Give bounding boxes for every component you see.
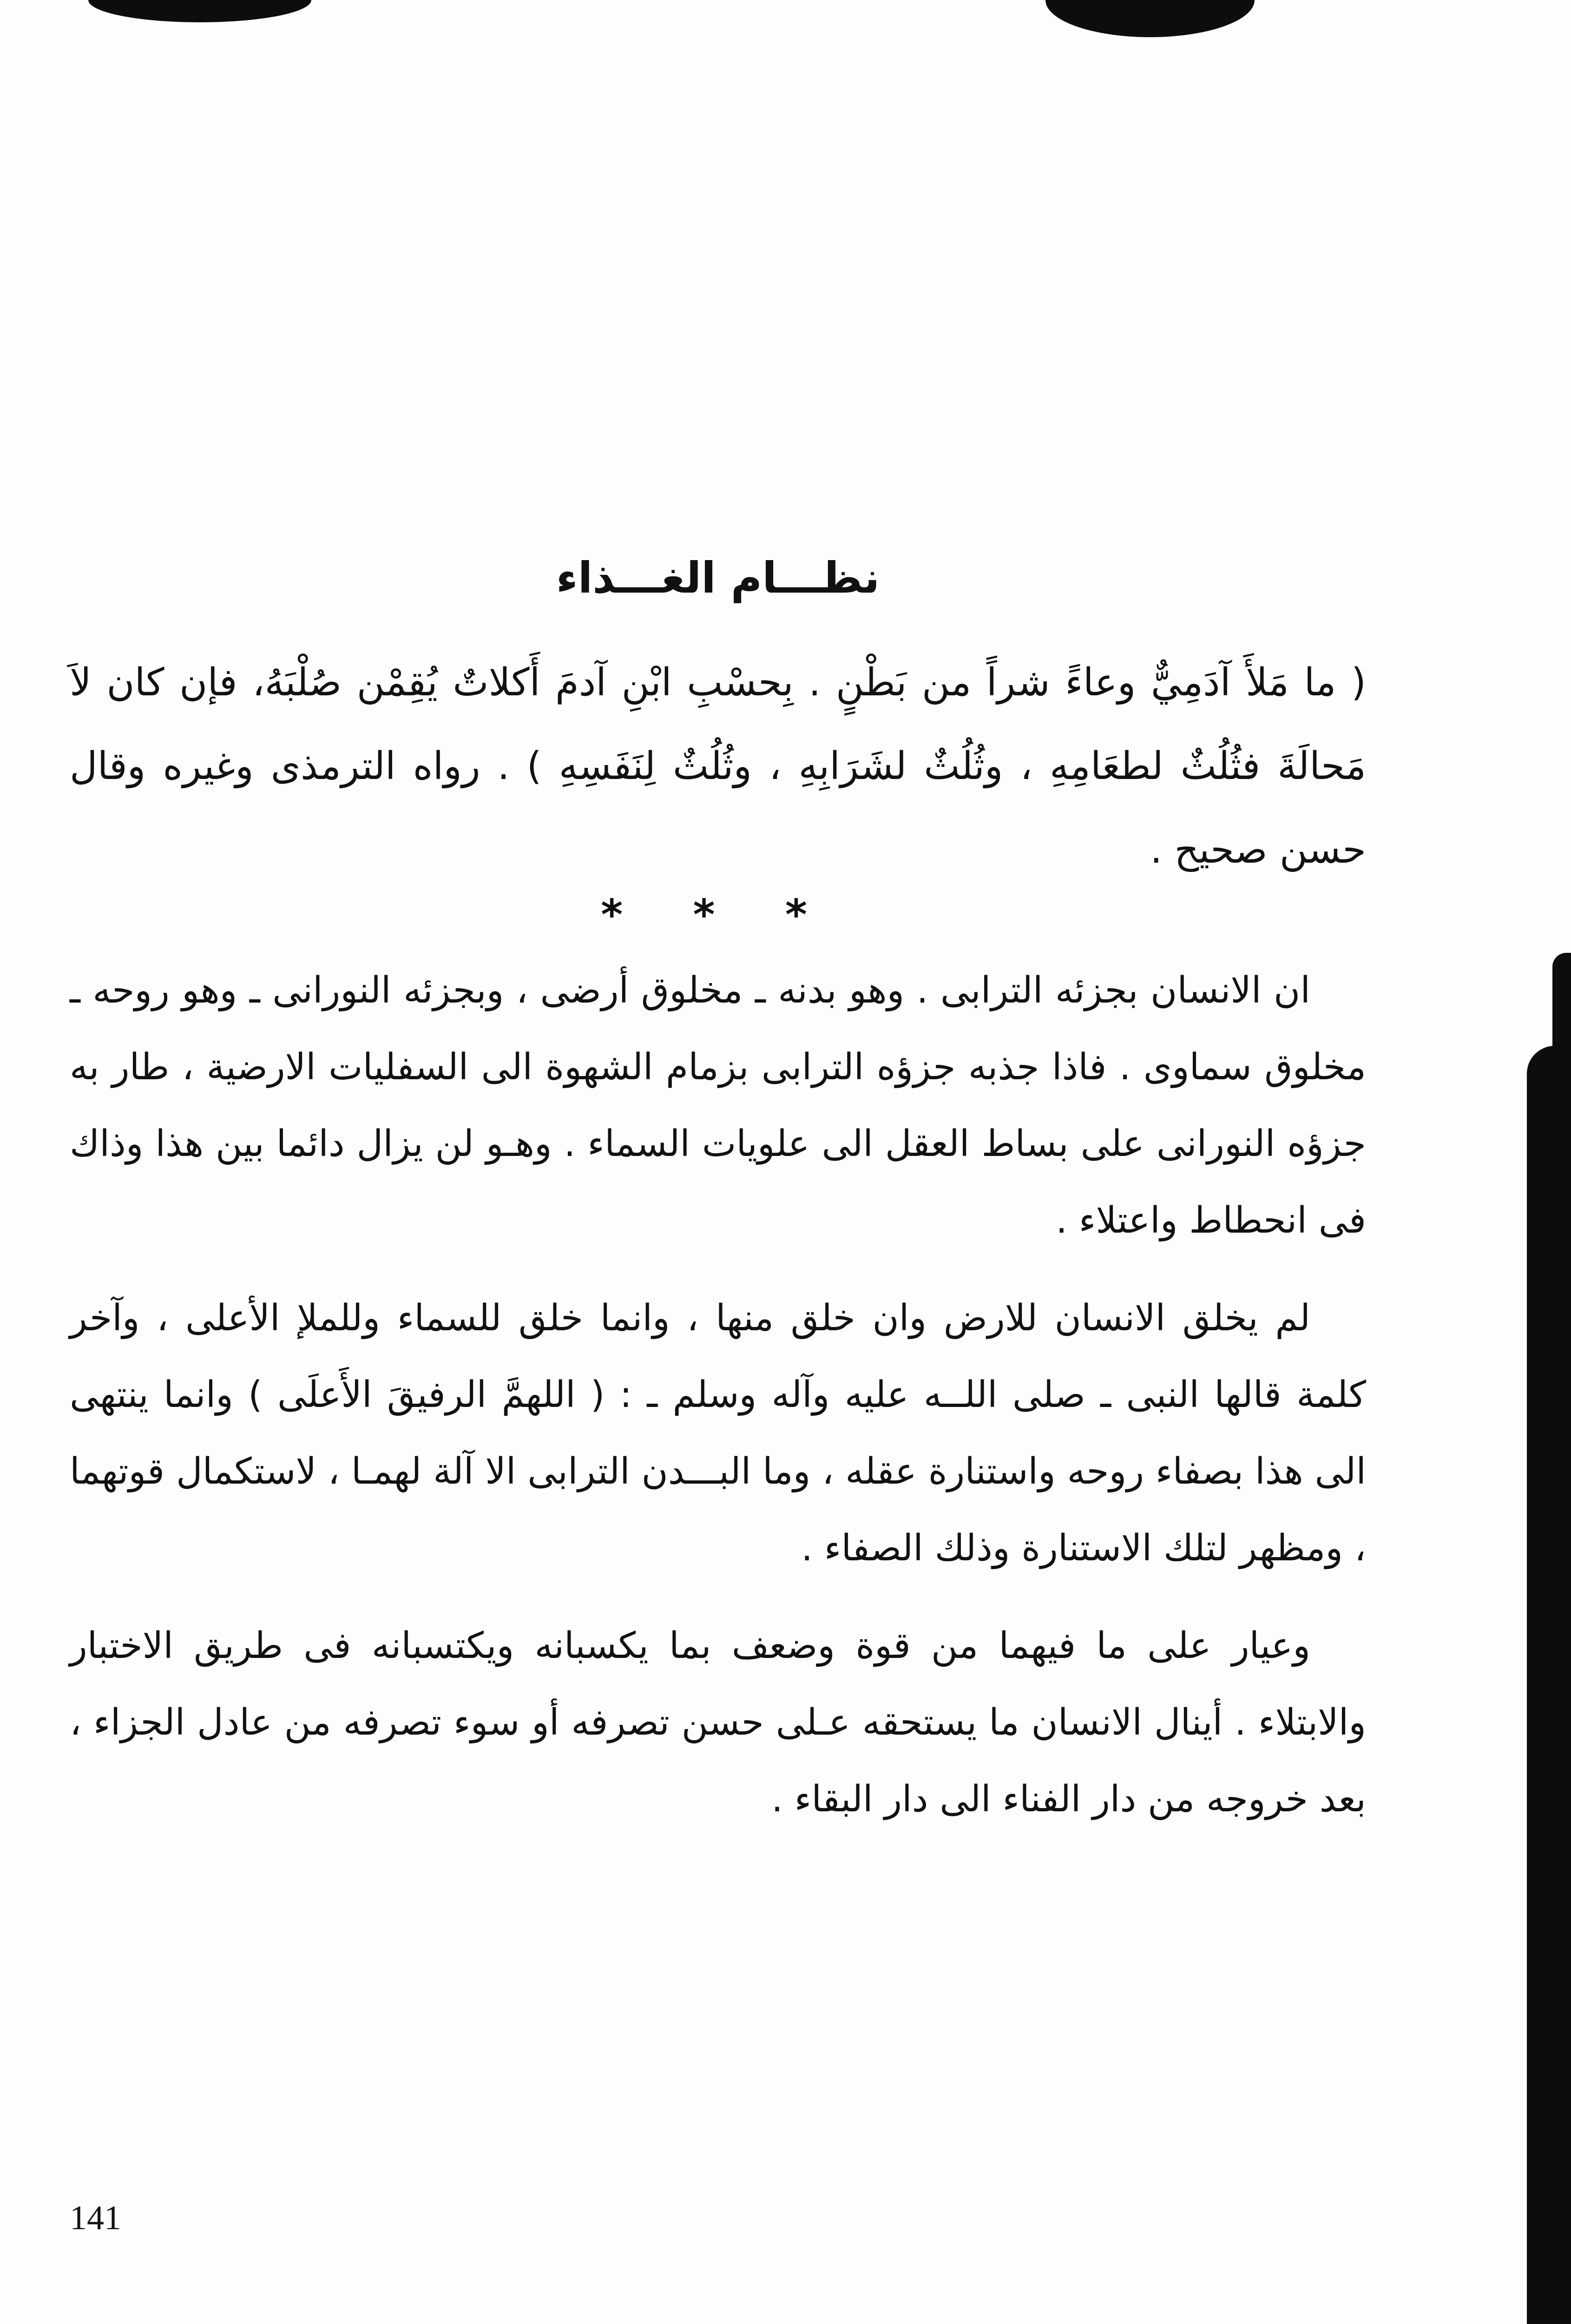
hadith-quote: ( ما مَلأَ آدَمِيٌّ وعاءً شراً من بَطْنٍ . بِحسْبِ ابْنِ آدمَ أَكلاتٌ يُقِمْن صُلْبَهُ، فإن كان لاَ مَحالَةَ فثُلُثٌ لطعَامِهِ ، وثُلُثٌ لشَرَابِهِ ، وثُلُثٌ لِنَفَسِهِ ) . رواه الترمذى وغيره وقال حسن صحيح . <box>70 660 1366 872</box>
page-content <box>70 548 1366 1859</box>
paragraph-1: ان الانسان بجزئه الترابى . وهو بدنه ـ مخلوق أرضى ، وبجزئه النورانى ـ وهو روحه ـ مخلوق سماوى . فاذا جذبه جزؤه الترابى بزمام الشهوة الى السفليات الارضية ، طار به جزؤه النورانى على بساط العقل الى علويات السماء . وهـو لن يزال دائما بين هذا وذاك فى انحطاط واعتلاء . <box>70 969 1366 1241</box>
paragraph-2: لم يخلق الانسان للارض وان خلق منها ، وانما خلق للسماء وللملإ الأعلى ، وآخر كلمة قالها النبى ـ صلى اللــه عليه وآله وسلم ـ : ( اللهمَّ الرفيقَ الأَعلَى ) وانما ينتهى الى هذا بصفاء روحه واستنارة عقله ، وما البـــدن الترابى الا آلة لهمـا ، لاستكمال قوتهما ، ومظهر لتلك الاستنارة وذلك الصفاء . <box>70 1297 1366 1569</box>
section-separator: * * * <box>601 890 835 939</box>
scan-shadow-top-left <box>88 0 311 22</box>
chapter-title: نظـــام الغـــذاء <box>556 553 880 603</box>
page-number: 141 <box>70 2199 121 2237</box>
scan-shadow-right-edge <box>1527 1046 1571 2324</box>
scan-shadow-right-notch <box>1552 953 1571 1074</box>
scan-shadow-top-right <box>1045 0 1255 37</box>
paragraph-3: وعيار على ما فيهما من قوة وضعف بما يكسبانه ويكتسبانه فى طريق الاختبار والابتلاء . أينال الانسان ما يستحقه عـلى حسن تصرفه أو سوء تصرفه من عادل الجزاء ، بعد خروجه من دار الفناء الى دار البقاء . <box>70 1624 1366 1820</box>
